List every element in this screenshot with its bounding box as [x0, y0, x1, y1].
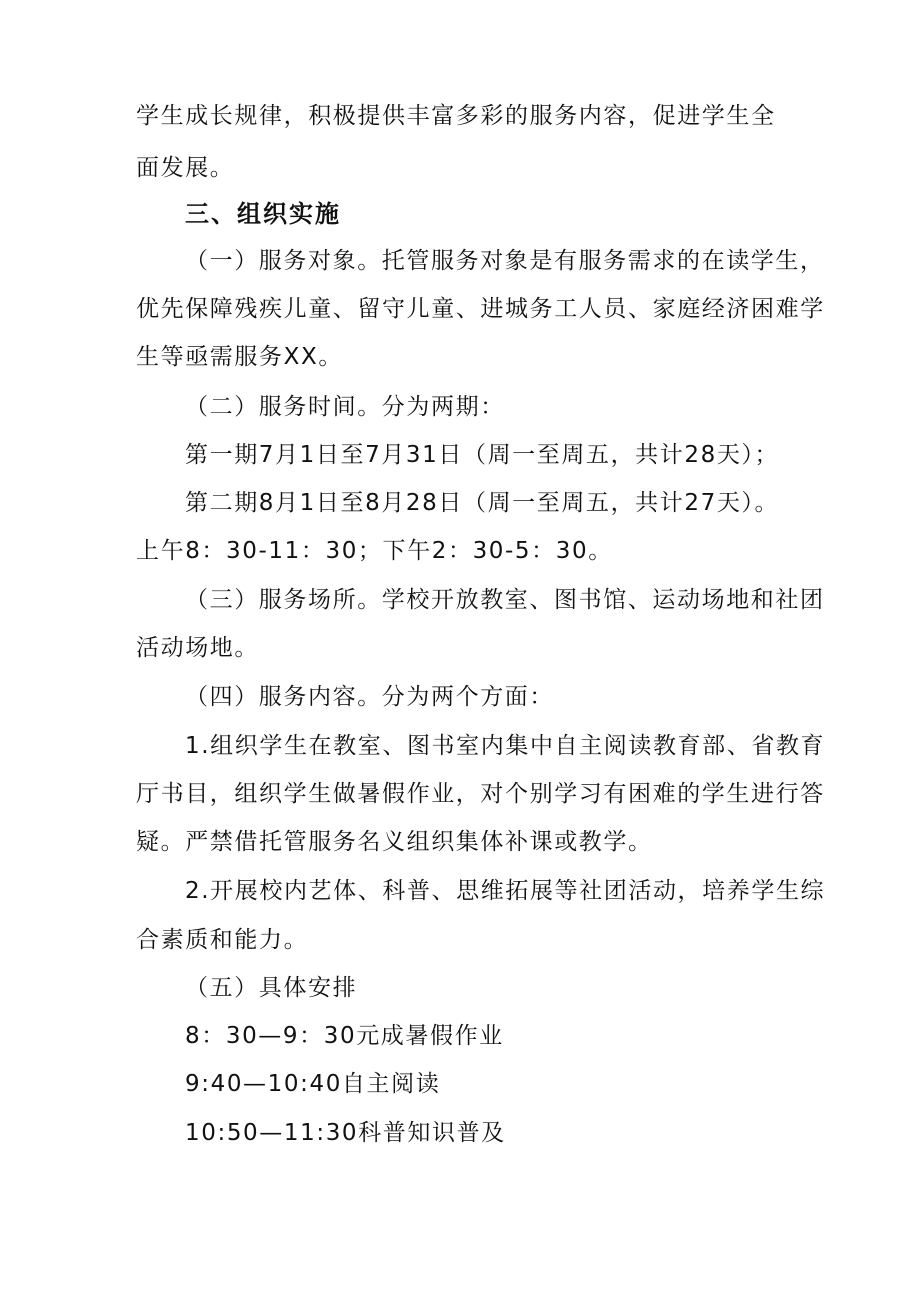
paragraph-line-7: （二）服务时间。分为两期：: [185, 394, 505, 420]
paragraph-line-8: 第一期7月1日至7月31日（周一至周五，共计28天）；: [185, 442, 780, 468]
schedule-item-1: 8：30—9：30元成暑假作业: [185, 1023, 504, 1049]
paragraph-line-4: （一）服务对象。托管服务对象是有服务需求的在读学生，: [185, 248, 825, 274]
paragraph-line-6: 生等亟需服务XX。: [136, 344, 343, 370]
paragraph-line-12: 活动场地。: [136, 635, 259, 661]
paragraph-line-5: 优先保障残疾儿童、留守儿童、进城务工人员、家庭经济困难学: [136, 296, 825, 322]
paragraph-line-10: 上午8：30-11：30；下午2：30-5：30。: [136, 538, 613, 564]
paragraph-line-16: 疑。严禁借托管服务名义组织集体补课或教学。: [136, 829, 653, 855]
section-heading: 三、组织实施: [185, 200, 341, 228]
paragraph-line-14: 1.组织学生在教室、图书室内集中自主阅读教育部、省教育: [185, 733, 826, 759]
schedule-item-2: 9:40—10:40自主阅读: [185, 1071, 441, 1097]
paragraph-line-19: （五）具体安排: [185, 975, 358, 1001]
paragraph-line-13: （四）服务内容。分为两个方面：: [185, 684, 554, 710]
paragraph-line-18: 合素质和能力。: [136, 927, 309, 953]
schedule-item-3: 10:50—11:30科普知识普及: [185, 1120, 506, 1146]
paragraph-line-11: （三）服务场所。学校开放教室、图书馆、运动场地和社团: [185, 587, 825, 613]
paragraph-line-2: 面发展。: [136, 155, 235, 181]
paragraph-line-17: 2.开展校内艺体、科普、思维拓展等社团活动，培养学生综: [185, 878, 826, 904]
paragraph-line-9: 第二期8月1日至8月28日（周一至周五，共计27天）。: [185, 490, 780, 516]
paragraph-line-1: 学生成长规律，积极提供丰富多彩的服务内容，促进学生全: [136, 103, 776, 129]
paragraph-line-15: 厅书目，组织学生做暑假作业，对个别学习有困难的学生进行答: [136, 781, 825, 807]
